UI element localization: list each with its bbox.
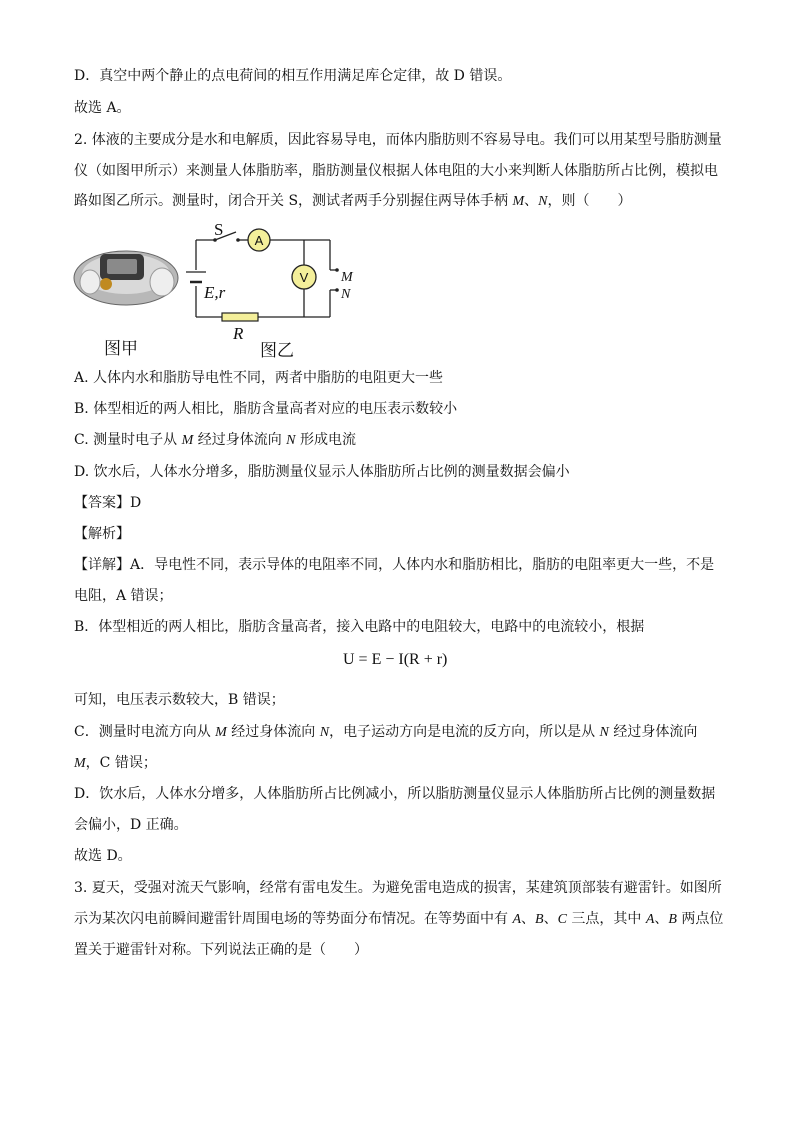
caption-figure-a: 图甲 [104,339,138,359]
terminal-n-dot [335,288,339,292]
answer-label: 【答案】D [74,495,142,511]
battery-symbol [186,272,206,282]
option-b: B. 体型相近的两人相比，脂肪含量高者对应的电压表示数较小 [74,401,458,417]
question-2-line-1: 2. 体液的主要成分是水和电解质，因此容易导电，而体内脂肪则不容易导电。我们可以用某型号脂肪测量 [74,132,722,148]
question-2-line-3: 路如图乙所示。测量时，闭合开关 S，测试者两手分别握住两导体手柄 M、N，则（ ） [74,193,632,209]
fat-meter-device-image [74,251,178,305]
switch-label: S [214,220,224,239]
question-3-line-2: 示为某次闪电前瞬间避雷针周围电场的等势面分布情况。在等势面中有 A、B、C 三点，其中 A、B 两点位 [74,911,724,927]
source-label: E,r [204,283,226,302]
detail-line-1: 【详解】A．导电性不同，表示导体的电阻率不同，人体内水和脂肪相比，脂肪的电阻率更大一些，不是 [74,557,715,573]
analysis-label: 【解析】 [74,526,130,542]
terminal-n-label: N [341,287,351,302]
equation: U = E − I(R + r) [343,651,448,668]
circuit-figure [70,220,370,360]
option-c: C. 测量时电子从 M 经过身体流向 N 形成电流 [74,432,356,448]
detail-line-5: C．测量时电流方向从 M 经过身体流向 N，电子运动方向是电流的反方向，所以是从 N 经过身体流向 [74,724,698,740]
switch-contact [236,238,240,242]
resistor-symbol [222,313,258,321]
detail-line-9: 故选 D。 [74,848,132,864]
question-3-line-3: 置关于避雷针对称。下列说法正确的是（ ） [74,942,368,958]
detail-line-7: D．饮水后，人体水分增多，人体脂肪所占比例减小，所以脂肪测量仪显示人体脂肪所占比例的测量数据 [74,786,716,802]
question-3-line-1: 3. 夏天，受强对流天气影响，经常有雷电发生。为避免雷电造成的损害，某建筑顶部装有避雷针。如图所 [74,880,722,896]
text-line: 故选 A。 [74,100,131,116]
ammeter-label: A [254,233,264,248]
terminal-m-dot [335,268,339,272]
question-2-line-2: 仪（如图甲所示）来测量人体脂肪率，脂肪测量仪根据人体电阻的大小来判断人体脂肪所占比例，模拟电 [74,163,718,179]
option-a: A. 人体内水和脂肪导电性不同，两者中脂肪的电阻更大一些 [74,370,444,386]
detail-line-2: 电阻，A 错误； [74,588,173,604]
caption-figure-b: 图乙 [260,341,294,361]
voltmeter-label: V [299,270,309,285]
detail-line-6: M，C 错误； [74,755,157,771]
detail-line-3: B．体型相近的两人相比，脂肪含量高者，接入电路中的电阻较大，电路中的电流较小，根据 [74,619,645,635]
detail-line-8: 会偏小，D 正确。 [74,817,188,833]
detail-line-4: 可知，电压表示数较大，B 错误； [74,692,285,708]
terminal-m-label: M [341,270,353,285]
text-line: D．真空中两个静止的点电荷间的相互作用满足库仑定律，故 D 错误。 [74,68,512,84]
option-d: D. 饮水后，人体水分增多，脂肪测量仪显示人体脂肪所占比例的测量数据会偏小 [74,464,570,480]
resistor-label: R [233,324,244,343]
